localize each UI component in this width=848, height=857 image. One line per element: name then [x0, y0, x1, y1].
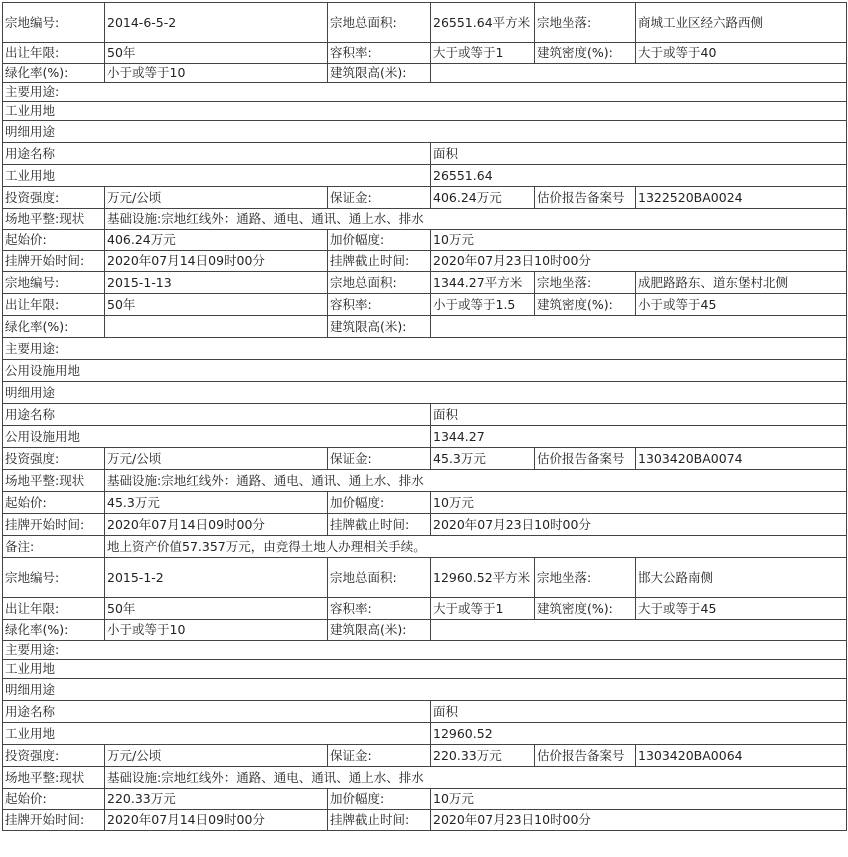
parcel-1-green-row [3, 64, 847, 83]
location-value: 商城工业区经六路西侧 [636, 3, 847, 43]
far-value: 小于或等于1.5 [431, 294, 535, 316]
list-end-value: 2020年07月23日10时00分 [431, 514, 847, 536]
total-area-value: 26551.64平方米 [431, 3, 535, 43]
use-name-value: 公用设施用地 [3, 426, 431, 448]
label-detail-use: 明细用途 [3, 121, 847, 143]
start-price-value: 45.3万元 [105, 492, 328, 514]
parcel-2-main-use-row [3, 360, 847, 382]
label-location: 宗地坐落: [535, 558, 636, 598]
parcel-1-detail-use-row [3, 121, 847, 143]
report-value: 1303420BA0064 [636, 745, 847, 767]
parcel-2-invest-row [3, 448, 847, 470]
label-site-prep: 场地平整: [5, 211, 60, 226]
label-main-use: 主要用途: [3, 641, 847, 660]
parcel-1-main-use-label-row [3, 83, 847, 102]
label-density: 建筑密度(%): [535, 598, 636, 620]
parcel-1-listing-row [3, 251, 847, 272]
parcel-2-green-row [3, 316, 847, 338]
parcel-3-use-header-row [3, 701, 847, 723]
label-far: 容积率: [328, 598, 431, 620]
label-invest: 投资强度: [3, 448, 105, 470]
parcel-3-listing-row [3, 810, 847, 831]
label-use-name: 用途名称 [3, 701, 431, 723]
label-term: 出让年限: [3, 294, 105, 316]
term-value: 50年 [105, 294, 328, 316]
use-area-value: 1344.27 [431, 426, 847, 448]
invest-value: 万元/公顷 [105, 187, 328, 209]
deposit-value: 406.24万元 [431, 187, 535, 209]
label-green: 绿化率(%): [3, 620, 105, 641]
site-prep-value: 现状 [59, 211, 85, 226]
density-value: 大于或等于45 [636, 598, 847, 620]
label-list-start: 挂牌开始时间: [3, 810, 105, 831]
label-invest: 投资强度: [3, 745, 105, 767]
label-area: 面积 [431, 143, 847, 165]
parcel-1-use-value-row [3, 165, 847, 187]
parcel-1-price-row [3, 230, 847, 251]
infra-value: 宗地红线外：通路、通电、通讯、通上水、排水 [161, 211, 424, 226]
green-value: 小于或等于10 [105, 64, 328, 83]
label-parcel-no: 宗地编号: [3, 272, 105, 294]
label-list-end: 挂牌截止时间: [328, 514, 431, 536]
total-area-value: 12960.52平方米 [431, 558, 535, 598]
parcel-1-term-row [3, 43, 847, 64]
parcel-3-header-row [3, 558, 847, 598]
increment-value: 10万元 [431, 492, 847, 514]
parcel-2-header-row [3, 272, 847, 294]
land-parcel-table [2, 2, 847, 831]
label-remark: 备注: [3, 536, 105, 558]
total-area-value: 1344.27平方米 [431, 272, 535, 294]
label-infra: 基础设施: [107, 472, 162, 488]
infra-value: 宗地红线外：通路、通电、通讯、通上水、排水 [161, 472, 424, 488]
label-increment: 加价幅度: [328, 492, 431, 514]
parcel-2-site-row [3, 470, 847, 492]
list-start-value: 2020年07月14日09时00分 [105, 514, 328, 536]
label-use-name: 用途名称 [3, 404, 431, 426]
main-use-value: 工业用地 [3, 660, 847, 679]
invest-value: 万元/公顷 [105, 745, 328, 767]
label-height: 建筑限高(米): [328, 620, 431, 641]
parcel-no-value: 2015-1-2 [105, 558, 328, 598]
parcel-3-detail-use-row [3, 679, 847, 701]
label-green: 绿化率(%): [3, 316, 105, 338]
infra-value: 宗地红线外：通路、通电、通讯、通上水、排水 [161, 769, 424, 785]
site-prep-cell [3, 470, 105, 492]
parcel-2-main-use-label-row [3, 338, 847, 360]
term-value: 50年 [105, 43, 328, 64]
use-area-value: 26551.64 [431, 165, 847, 187]
infra-cell [105, 470, 847, 492]
increment-value: 10万元 [431, 789, 847, 810]
infra-cell [105, 767, 847, 789]
remark-value: 地上资产价值57.357万元，由竞得土地人办理相关手续。 [105, 536, 847, 558]
main-use-value: 公用设施用地 [3, 360, 847, 382]
parcel-1-header-row [3, 3, 847, 43]
green-value: 小于或等于10 [105, 620, 328, 641]
report-value: 1303420BA0074 [636, 448, 847, 470]
parcel-3-term-row [3, 598, 847, 620]
term-value: 50年 [105, 598, 328, 620]
height-value [431, 316, 847, 338]
label-total-area: 宗地总面积: [328, 272, 431, 294]
label-use-name: 用途名称 [3, 143, 431, 165]
label-invest: 投资强度: [3, 187, 105, 209]
parcel-3-green-row [3, 620, 847, 641]
parcel-2-detail-use-row [3, 382, 847, 404]
site-prep-cell [3, 209, 105, 230]
site-prep-value: 现状 [59, 769, 85, 785]
location-value: 邯大公路南侧 [636, 558, 847, 598]
start-price-value: 220.33万元 [105, 789, 328, 810]
label-infra: 基础设施: [107, 769, 162, 785]
label-site-prep: 场地平整: [5, 769, 60, 785]
label-area: 面积 [431, 701, 847, 723]
label-term: 出让年限: [3, 43, 105, 64]
parcel-3-invest-row [3, 745, 847, 767]
parcel-2-use-value-row [3, 426, 847, 448]
parcel-3-main-use-row [3, 660, 847, 679]
label-height: 建筑限高(米): [328, 316, 431, 338]
parcel-1-invest-row [3, 187, 847, 209]
list-end-value: 2020年07月23日10时00分 [431, 810, 847, 831]
list-start-value: 2020年07月14日09时00分 [105, 810, 328, 831]
label-detail-use: 明细用途 [3, 679, 847, 701]
label-detail-use: 明细用途 [3, 382, 847, 404]
label-increment: 加价幅度: [328, 789, 431, 810]
parcel-no-value: 2015-1-13 [105, 272, 328, 294]
label-parcel-no: 宗地编号: [3, 558, 105, 598]
infra-cell [105, 209, 847, 230]
label-increment: 加价幅度: [328, 230, 431, 251]
label-density: 建筑密度(%): [535, 43, 636, 64]
use-area-value: 12960.52 [431, 723, 847, 745]
label-start-price: 起始价: [3, 492, 105, 514]
use-name-value: 工业用地 [3, 723, 431, 745]
increment-value: 10万元 [431, 230, 847, 251]
label-term: 出让年限: [3, 598, 105, 620]
label-report: 估价报告备案号 [535, 745, 636, 767]
label-site-prep: 场地平整: [5, 472, 60, 488]
parcel-1-site-row [3, 209, 847, 230]
main-use-value: 工业用地 [3, 102, 847, 121]
parcel-3-use-value-row [3, 723, 847, 745]
label-start-price: 起始价: [3, 789, 105, 810]
far-value: 大于或等于1 [431, 43, 535, 64]
label-start-price: 起始价: [3, 230, 105, 251]
invest-value: 万元/公顷 [105, 448, 328, 470]
label-far: 容积率: [328, 294, 431, 316]
parcel-2-listing-row [3, 514, 847, 536]
site-prep-value: 现状 [59, 472, 85, 488]
parcel-2-use-header-row [3, 404, 847, 426]
label-main-use: 主要用途: [3, 338, 847, 360]
label-height: 建筑限高(米): [328, 64, 431, 83]
height-value [431, 620, 847, 641]
site-prep-cell [3, 767, 105, 789]
label-deposit: 保证金: [328, 745, 431, 767]
parcel-3-price-row [3, 789, 847, 810]
label-main-use: 主要用途: [3, 83, 847, 102]
label-infra: 基础设施: [107, 211, 162, 226]
label-location: 宗地坐落: [535, 3, 636, 43]
list-start-value: 2020年07月14日09时00分 [105, 251, 328, 272]
parcel-2-price-row [3, 492, 847, 514]
label-green: 绿化率(%): [3, 64, 105, 83]
label-list-end: 挂牌截止时间: [328, 251, 431, 272]
label-deposit: 保证金: [328, 448, 431, 470]
height-value [431, 64, 847, 83]
label-report: 估价报告备案号 [535, 187, 636, 209]
label-location: 宗地坐落: [535, 272, 636, 294]
parcel-1-use-header-row [3, 143, 847, 165]
parcel-3-main-use-label-row [3, 641, 847, 660]
density-value: 大于或等于40 [636, 43, 847, 64]
density-value: 小于或等于45 [636, 294, 847, 316]
label-list-start: 挂牌开始时间: [3, 251, 105, 272]
parcel-1-main-use-row [3, 102, 847, 121]
parcel-no-value: 2014-6-5-2 [105, 3, 328, 43]
green-value [105, 316, 328, 338]
label-area: 面积 [431, 404, 847, 426]
parcel-2-term-row [3, 294, 847, 316]
far-value: 大于或等于1 [431, 598, 535, 620]
label-far: 容积率: [328, 43, 431, 64]
list-end-value: 2020年07月23日10时00分 [431, 251, 847, 272]
parcel-2-remark-row [3, 536, 847, 558]
label-total-area: 宗地总面积: [328, 558, 431, 598]
start-price-value: 406.24万元 [105, 230, 328, 251]
deposit-value: 45.3万元 [431, 448, 535, 470]
label-report: 估价报告备案号 [535, 448, 636, 470]
label-list-start: 挂牌开始时间: [3, 514, 105, 536]
label-total-area: 宗地总面积: [328, 3, 431, 43]
label-list-end: 挂牌截止时间: [328, 810, 431, 831]
deposit-value: 220.33万元 [431, 745, 535, 767]
label-parcel-no: 宗地编号: [3, 3, 105, 43]
label-density: 建筑密度(%): [535, 294, 636, 316]
label-deposit: 保证金: [328, 187, 431, 209]
parcel-3-site-row [3, 767, 847, 789]
use-name-value: 工业用地 [3, 165, 431, 187]
location-value: 成肥路路东、道东堡村北侧 [636, 272, 847, 294]
report-value: 1322520BA0024 [636, 187, 847, 209]
